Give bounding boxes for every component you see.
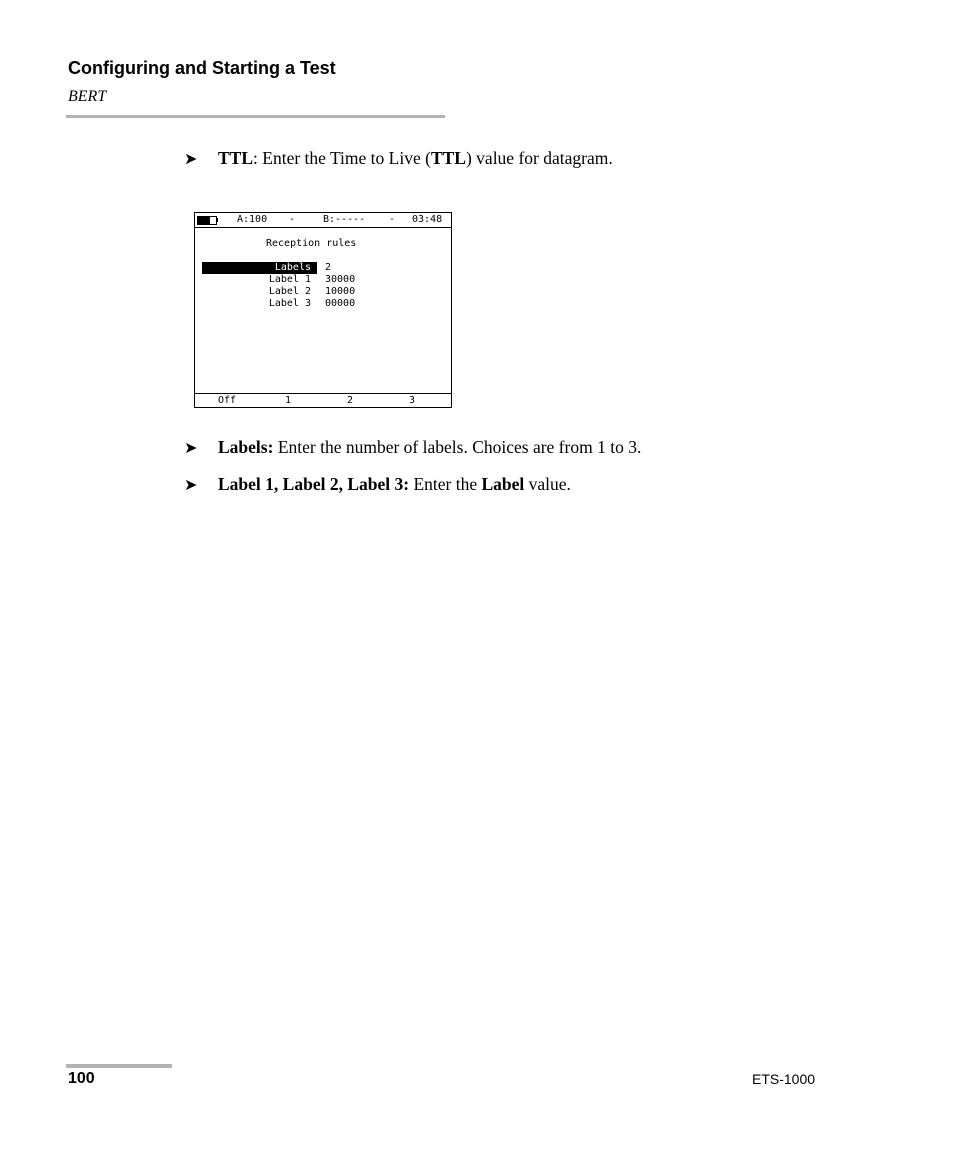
- section-title: Configuring and Starting a Test: [68, 58, 336, 78]
- row-label-3[interactable]: [195, 298, 451, 310]
- clock-time: 03:48: [412, 214, 443, 225]
- row-label: Label 2: [268, 286, 311, 297]
- arrow-bullet-icon: ➤: [184, 151, 198, 168]
- footer-divider: [66, 1064, 172, 1068]
- header-divider: [66, 115, 445, 118]
- device-screen: [194, 212, 452, 408]
- product-name: ETS-1000: [752, 1071, 816, 1087]
- fn-key-2[interactable]: 2: [347, 395, 354, 406]
- status-separator: -: [289, 214, 296, 225]
- row-label: Label 3: [268, 298, 311, 309]
- section-subtitle: BERT: [68, 88, 107, 105]
- bullet-ttl: ➤ TTL: Enter the Time to Live (TTL) value for datagram.: [184, 148, 613, 168]
- row-value: 2: [325, 262, 332, 273]
- fn-key-1[interactable]: 1: [285, 395, 292, 406]
- row-labels[interactable]: [195, 262, 451, 274]
- channel-a-status: A:100: [237, 214, 268, 225]
- arrow-bullet-icon: ➤: [184, 440, 198, 457]
- row-label: Labels: [274, 262, 311, 273]
- row-label-1[interactable]: [195, 274, 451, 286]
- status-bar: [195, 213, 451, 228]
- row-label: Label 1: [268, 274, 311, 285]
- bullet-labels: ➤ Labels: Enter the number of labels. Choices are from 1 to 3.: [184, 437, 642, 457]
- function-key-bar: [195, 393, 451, 408]
- arrow-bullet-icon: ➤: [184, 477, 198, 494]
- screen-title: Reception rules: [266, 238, 357, 249]
- status-separator: -: [389, 214, 396, 225]
- battery-icon: [197, 216, 217, 225]
- row-value: 30000: [325, 274, 356, 285]
- channel-b-status: B:-----: [323, 214, 366, 225]
- fn-key-off[interactable]: Off: [218, 395, 237, 406]
- battery-tip: [216, 218, 218, 222]
- row-value: 00000: [325, 298, 356, 309]
- row-value: 10000: [325, 286, 356, 297]
- bullet-label-values: ➤ Label 1, Label 2, Label 3: Enter the Label value.: [184, 474, 571, 494]
- page-number: 100: [68, 1070, 95, 1087]
- row-label-2[interactable]: [195, 286, 451, 298]
- fn-key-3[interactable]: 3: [409, 395, 416, 406]
